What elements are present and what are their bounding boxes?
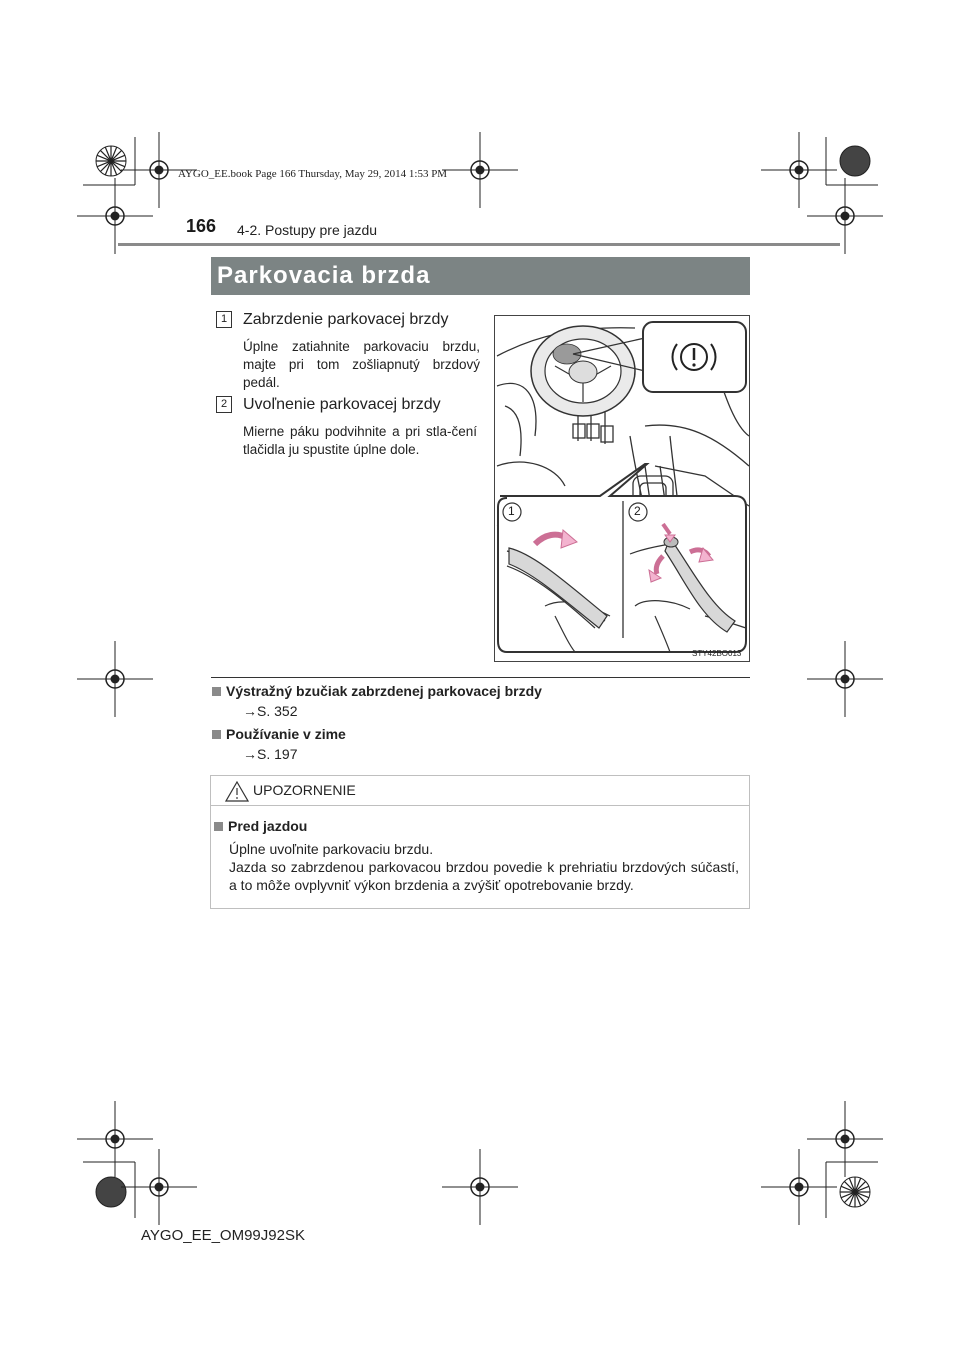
caution-line-1: Úplne uvoľnite parkovaciu brzdu. bbox=[229, 841, 434, 857]
step-title-1: Zabrzdenie parkovacej brzdy bbox=[243, 311, 449, 328]
document-code: AYGO_EE_OM99J92SK bbox=[141, 1227, 305, 1244]
figure-callout-2: 2 bbox=[634, 504, 641, 518]
section-title: Parkovacia brzda bbox=[211, 257, 750, 295]
breadcrumb: 4-2. Postupy pre jazdu bbox=[237, 222, 378, 238]
warning-triangle-icon bbox=[225, 781, 249, 802]
note-warning-buzzer bbox=[212, 683, 542, 719]
caution-heading-row bbox=[214, 818, 307, 836]
header-rule bbox=[118, 243, 840, 246]
caution-heading: Pred jazdou bbox=[228, 818, 308, 834]
caution-separator bbox=[211, 805, 749, 806]
caution-line-2: Jazda so zabrzdenou parkovacou brzdou povedie k prehriatiu brzdových súčastí, a to môže ovplyvniť výkon brzdenia a zvýšiť opotrebovanie brzdy. bbox=[229, 859, 739, 893]
step-body-2: Mierne páku podvihnite a pri stla-čení tlačidla ju spustite úplne dole. bbox=[243, 424, 477, 457]
note-heading: Používanie v zime bbox=[226, 726, 346, 742]
figure-callout-1: 1 bbox=[508, 504, 515, 518]
note-winter-use bbox=[212, 726, 346, 762]
content-rule bbox=[211, 677, 750, 678]
page-number: 166 bbox=[186, 216, 217, 236]
step-title-2: Uvoľnenie parkovacej brzdy bbox=[243, 396, 441, 413]
note-heading: Výstražný bzučiak zabrzdenej parkovacej brzdy bbox=[226, 683, 542, 699]
illustration-drawing bbox=[495, 316, 749, 661]
step-number-1: 1 bbox=[216, 311, 232, 328]
square-bullet-icon bbox=[212, 687, 221, 696]
book-info: AYGO_EE.book Page 166 Thursday, May 29, 2014 1:53 PM bbox=[178, 168, 448, 180]
parking-brake-illustration bbox=[494, 315, 750, 662]
note-reference[interactable]: →S. 197 bbox=[243, 746, 298, 762]
square-bullet-icon bbox=[214, 822, 223, 831]
figure-code: STY42BO013 bbox=[692, 649, 742, 658]
note-reference[interactable]: →S. 352 bbox=[243, 703, 298, 719]
step-number-2: 2 bbox=[216, 396, 232, 413]
step-body-1: Úplne zatiahnite parkovaciu brzdu, majte pri tom zošliapnutý brzdový pedál. bbox=[243, 339, 480, 390]
caution-title: UPOZORNENIE bbox=[253, 782, 356, 798]
square-bullet-icon bbox=[212, 730, 221, 739]
